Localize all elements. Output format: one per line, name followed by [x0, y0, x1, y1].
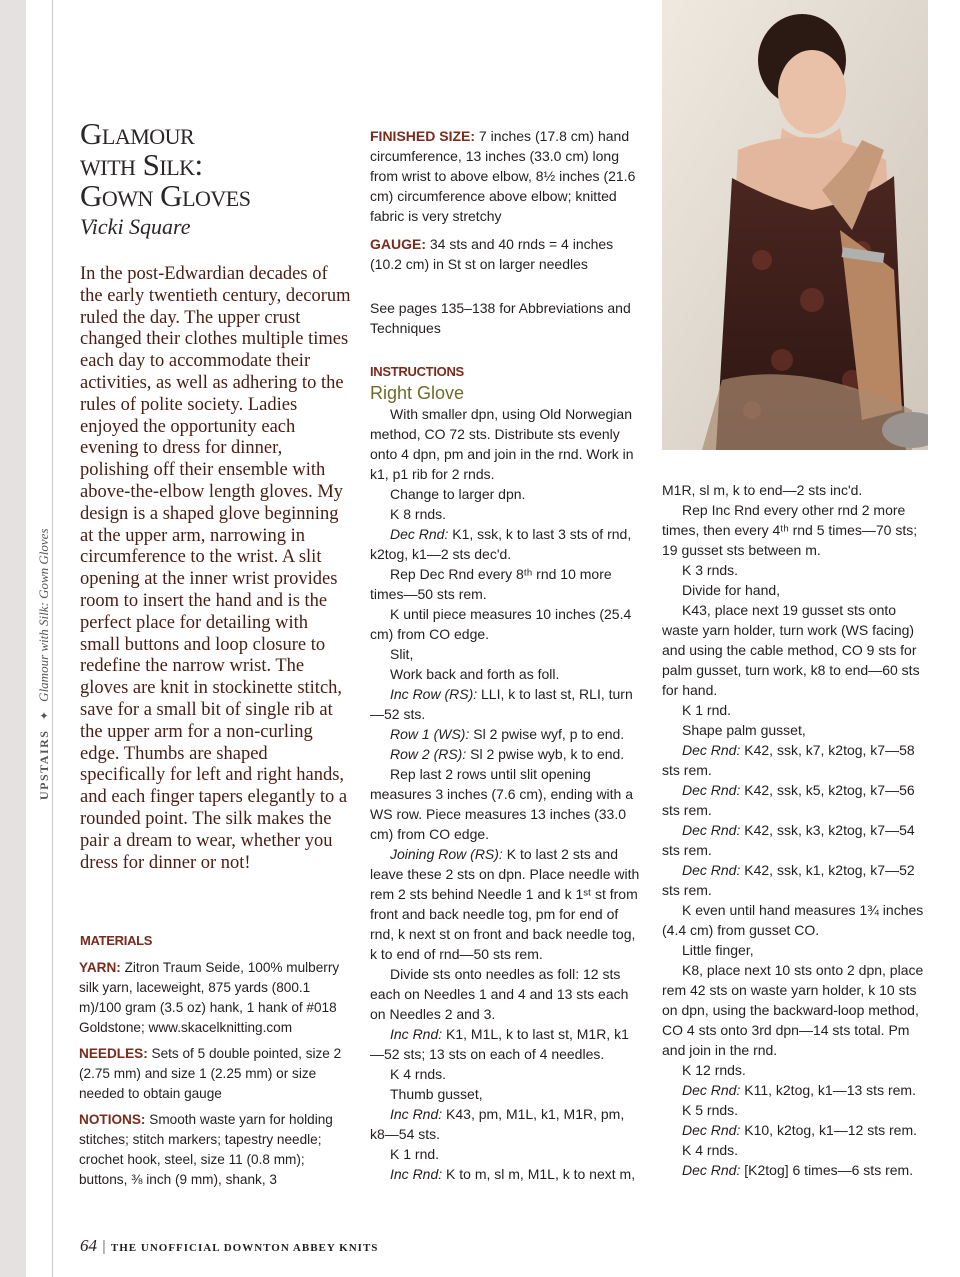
instruction-step	[370, 1144, 640, 1164]
instruction-step	[370, 1084, 640, 1104]
separator-icon: ✦	[39, 711, 51, 721]
step-text: Rep Inc Rnd every other rnd 2 more times, then every 4ᵗʰ rnd 5 times—70 sts; 19 gusset sts between m.	[662, 502, 918, 558]
step-label: Inc Row (RS):	[390, 686, 478, 702]
yarn-entry	[79, 958, 354, 1038]
step-label: Inc Rnd:	[390, 1026, 443, 1042]
running-header	[36, 528, 52, 800]
instruction-step	[370, 964, 640, 1024]
step-text: Sl 2 pwise wyb, k to end.	[466, 746, 625, 762]
footer-divider: |	[102, 1238, 106, 1255]
instruction-step	[662, 580, 928, 600]
step-label: Dec Rnd:	[682, 822, 741, 838]
instructions-heading: INSTRUCTIONS	[370, 364, 464, 379]
finished-size-text: 7 inches (17.8 cm) hand circumference, 13 inches (33.0 cm) long from wrist to above elbow, 8½ inches (21.6 cm) circumference above elbow; knitted fabric is very stretchy	[370, 128, 636, 224]
step-text: K43, pm, M1L, k1, M1R, pm, k8—54 sts.	[370, 1106, 625, 1142]
step-text: K 8 rnds.	[390, 506, 447, 522]
gauge-text: 34 sts and 40 rnds = 4 inches (10.2 cm) in St st on larger needles	[370, 236, 614, 272]
model-photo	[662, 0, 928, 450]
page-title	[80, 118, 350, 211]
book-title: THE UNOFFICIAL DOWNTON ABBEY KNITS	[110, 1242, 379, 1254]
step-label: Inc Rnd:	[390, 1106, 443, 1122]
step-text: K10, k2tog, k1—12 sts rem.	[740, 1122, 917, 1138]
instruction-step	[370, 1104, 640, 1144]
step-text: With smaller dpn, using Old Norwegian method, CO 72 sts. Distribute sts evenly onto 4 dpn, pm and join in the rnd. Work in k1, p1 rib for 2 rnds.	[370, 406, 634, 482]
yarn-text: Zitron Traum Seide, 100% mulberry silk yarn, laceweight, 875 yards (800.1 m)/100 gram (3.5 oz) hank, 1 hank of #018 Goldstone; www.skacelknitting.com	[79, 960, 340, 1035]
finished-size	[370, 126, 640, 226]
instruction-step	[370, 404, 640, 484]
step-text: K1, M1L, k to last st, M1R, k1—52 sts; 13 sts on each of 4 needles.	[370, 1026, 629, 1062]
notions-entry	[79, 1110, 354, 1190]
step-label: Inc Rnd:	[390, 1166, 443, 1182]
instruction-step	[370, 564, 640, 604]
step-label: Dec Rnd:	[682, 782, 741, 798]
instruction-step	[662, 780, 928, 820]
instruction-step	[662, 1060, 928, 1080]
instruction-step	[370, 644, 640, 664]
step-label: Row 1 (WS):	[390, 726, 470, 742]
needles-entry	[79, 1044, 354, 1104]
notions-label: NOTIONS:	[79, 1112, 146, 1127]
step-text: Change to larger dpn.	[390, 486, 526, 502]
step-text: K 4 rnds.	[682, 1142, 739, 1158]
instruction-step	[662, 820, 928, 860]
step-text: K42, ssk, k1, k2tog, k7—52 sts rem.	[662, 862, 915, 898]
step-text: Thumb gusset,	[390, 1086, 483, 1102]
step-text: K11, k2tog, k1—13 sts rem.	[740, 1082, 916, 1098]
step-label: Joining Row (RS):	[390, 846, 503, 862]
needles-text: Sets of 5 double pointed, size 2 (2.75 mm) and size 1 (2.25 mm) or size needed to obtain gauge	[79, 1046, 342, 1101]
gauge	[370, 234, 640, 274]
step-text: K8, place next 10 sts onto 2 dpn, place rem 42 sts on waste yarn holder, k 10 sts on dpn, using the backward-loop method, CO 4 sts onto 3rd dpn—14 sts total. Pm and join in the rnd.	[662, 962, 924, 1058]
sidebar-divider	[52, 0, 53, 1277]
instructions-body-2	[662, 500, 928, 1180]
step-text: K1, ssk, k to last 3 sts of rnd, k2tog, k1—2 sts dec'd.	[370, 526, 632, 562]
instruction-step	[370, 484, 640, 504]
step-label: Dec Rnd:	[682, 1082, 741, 1098]
instruction-step	[370, 684, 640, 724]
step-text: K 1 rnd.	[390, 1146, 440, 1162]
yarn-label: YARN:	[79, 960, 121, 975]
right-glove-subheading: Right Glove	[370, 383, 465, 403]
step-text: K to last 2 sts and leave these 2 sts on dpn. Place needle with rem 2 sts behind Needle 1 and k 1ˢᵗ st from front and back needle tog, pm for end of rnd, k next st on front and back needle tog, k to end of rnd—50 sts rem.	[370, 846, 640, 962]
step-text: K42, ssk, k5, k2tog, k7—56 sts rem.	[662, 782, 915, 818]
instruction-step	[370, 604, 640, 644]
instruction-step	[662, 1140, 928, 1160]
step-text: Rep last 2 rows until slit opening measures 3 inches (7.6 cm), ending with a WS row. Piece measures 13 inches (33.0 cm) from CO edge.	[370, 766, 634, 842]
step-text: K until piece measures 10 inches (25.4 cm) from CO edge.	[370, 606, 632, 642]
step-text: Sl 2 pwise wyf, p to end.	[469, 726, 625, 742]
intro-paragraph: In the post-Edwardian decades of the early twentieth century, decorum ruled the day. The upper crust changed their clothes multiple times each day to accommodate their activities, as well as adhering to the rules of polite society. Ladies enjoyed the opportunity each evening to dress for dinner, polishing off their ensemble with above-the-elbow length gloves. My design is a shaped glove beginning at the upper arm, narrowing in circumference to the wrist. A slit opening at the inner wrist provides room to insert the hand and is the perfect place for detailing with small buttons and loop closure to redefine the narrow wrist. The gloves are knit in stockinette stitch, save for a small bit of single rib at the upper arm for a non-curling edge. Thumbs are shaped specifically for left and right hands, and each finger tapers elegantly to a rounded point. The silk makes the pair a dream to wear, whether you dress for dinner or not!	[80, 264, 351, 873]
continued-line: M1R, sl m, k to end—2 sts inc'd.	[662, 482, 863, 498]
title-line-3: Gown Gloves	[80, 178, 251, 213]
step-text: [K2tog] 6 times—6 sts rem.	[740, 1162, 914, 1178]
step-text: Slit,	[390, 646, 414, 662]
step-text: Work back and forth as foll.	[390, 666, 560, 682]
instruction-step	[370, 1064, 640, 1084]
instruction-step	[370, 744, 640, 764]
instruction-step	[662, 940, 928, 960]
step-text: K 3 rnds.	[682, 562, 739, 578]
instruction-step	[370, 724, 640, 744]
author-byline: Vicki Square	[80, 214, 191, 239]
instruction-step	[370, 1164, 640, 1184]
instruction-step	[370, 1024, 640, 1064]
step-text: K 4 rnds.	[390, 1066, 447, 1082]
instruction-step	[662, 1120, 928, 1140]
step-text: K 1 rnd.	[682, 702, 732, 718]
instruction-step	[662, 1080, 928, 1100]
step-label: Dec Rnd:	[682, 862, 741, 878]
materials-list	[79, 958, 354, 1196]
page-footer	[80, 1236, 378, 1256]
finished-size-label: FINISHED SIZE:	[370, 128, 476, 144]
page-number: 64	[80, 1236, 97, 1255]
step-text: K even until hand measures 1¾ inches (4.4 cm) from gusset CO.	[662, 902, 924, 938]
instruction-step	[370, 524, 640, 564]
running-title: Glamour with Silk: Gown Gloves	[36, 528, 51, 702]
step-text: Rep Dec Rnd every 8ᵗʰ rnd 10 more times—50 sts rem.	[370, 566, 612, 602]
step-text: K43, place next 19 gusset sts onto waste yarn holder, turn work (WS facing) and using the cable method, CO 9 sts for palm gusset, turn work, k8 to end—60 sts for hand.	[662, 602, 920, 698]
step-label: Row 2 (RS):	[390, 746, 467, 762]
instruction-step	[662, 1160, 928, 1180]
gauge-label: GAUGE:	[370, 236, 426, 252]
instruction-step	[662, 700, 928, 720]
instruction-step	[370, 764, 640, 844]
step-label: Dec Rnd:	[682, 742, 741, 758]
instruction-step	[370, 844, 640, 964]
notions-text: Smooth waste yarn for holding stitches; stitch markers; tapestry needle; crochet hook, steel, size 11 (0.8 mm); buttons, ⅜ inch (9 mm), shank, 3	[79, 1112, 333, 1187]
materials-heading: MATERIALS	[80, 933, 153, 948]
instructions-body-1	[370, 404, 640, 1184]
step-text: Divide sts onto needles as foll: 12 sts each on Needles 1 and 4 and 13 sts each on Needles 2 and 3.	[370, 966, 629, 1022]
step-label: Dec Rnd:	[682, 1162, 741, 1178]
title-line-1: Glamour	[80, 116, 195, 151]
instruction-step	[370, 664, 640, 684]
instruction-step	[662, 600, 928, 700]
instruction-step	[662, 860, 928, 900]
step-label: Dec Rnd:	[390, 526, 449, 542]
step-text: K 12 rnds.	[682, 1062, 746, 1078]
step-text: K to m, sl m, M1L, k to next m,	[442, 1166, 636, 1182]
title-line-2: with Silk:	[80, 147, 203, 182]
step-text: K42, ssk, k7, k2tog, k7—58 sts rem.	[662, 742, 915, 778]
step-text: K42, ssk, k3, k2tog, k7—54 sts rem.	[662, 822, 915, 858]
photo-illustration	[662, 0, 928, 450]
step-label: Dec Rnd:	[682, 1122, 741, 1138]
instruction-step	[662, 1100, 928, 1120]
instruction-step	[662, 740, 928, 780]
step-text: K 5 rnds.	[682, 1102, 739, 1118]
see-pages-note: See pages 135–138 for Abbreviations and Techniques	[370, 300, 631, 336]
instruction-step	[662, 960, 928, 1060]
instruction-step	[662, 720, 928, 740]
instruction-step	[662, 500, 928, 560]
instructions-column-1	[370, 126, 640, 1184]
instruction-step	[370, 504, 640, 524]
section-label: UPSTAIRS	[37, 729, 51, 800]
step-text: Shape palm gusset,	[682, 722, 806, 738]
instruction-step	[662, 560, 928, 580]
page-edge-strip	[0, 0, 26, 1277]
step-text: Divide for hand,	[682, 582, 781, 598]
step-text: LLI, k to last st, RLI, turn—52 sts.	[370, 686, 633, 722]
instructions-column-2	[662, 480, 928, 1180]
instruction-step	[662, 900, 928, 940]
step-text: Little finger,	[682, 942, 754, 958]
needles-label: NEEDLES:	[79, 1046, 148, 1061]
